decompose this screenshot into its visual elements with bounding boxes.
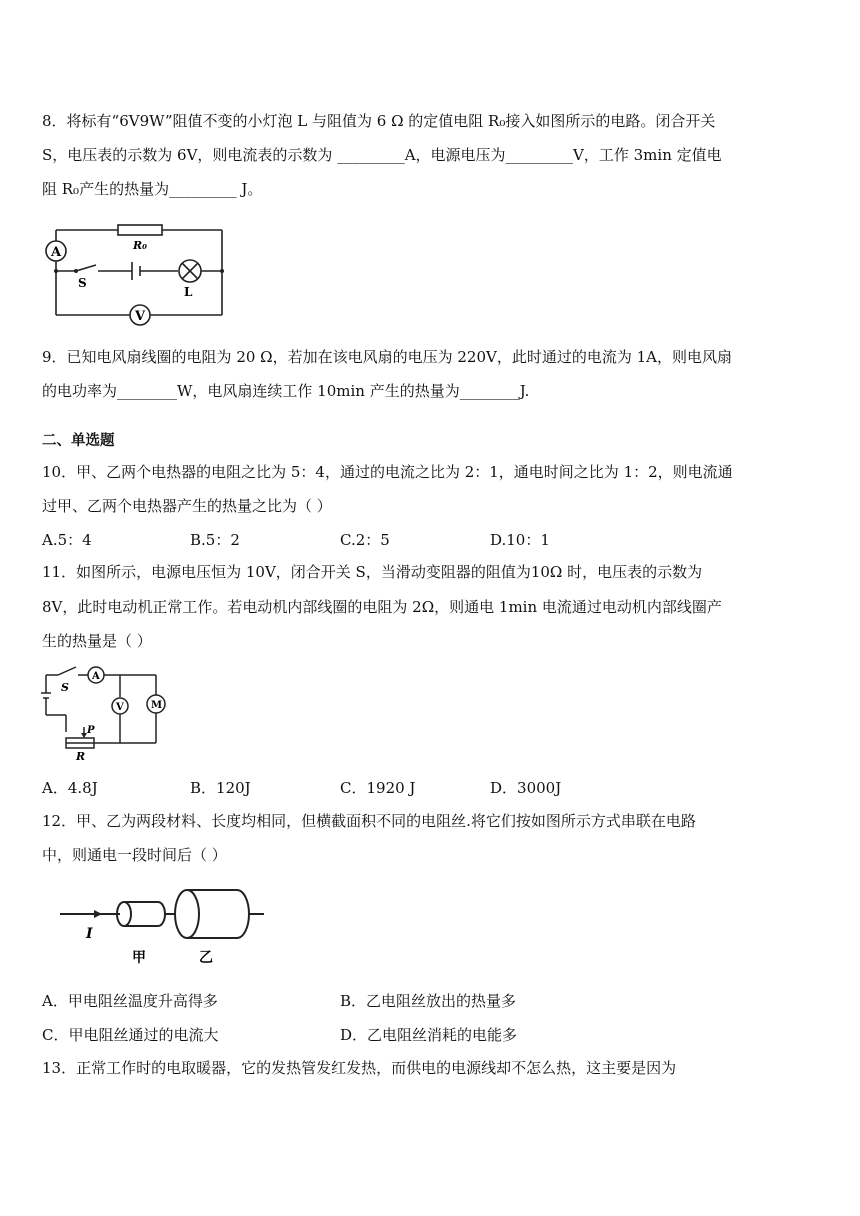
q12-option-d[interactable]: D．乙电阻丝消耗的电能多 xyxy=(340,1026,518,1044)
q8-circuit-diagram xyxy=(40,220,240,332)
q8-ammeter-label: A xyxy=(51,245,62,260)
q11-line2: 8V，此时电动机正常工作。若电动机内部线圈的电阻为 2Ω，则通电 1min 电流通过电动机内部线圈产 xyxy=(42,598,722,616)
q12-line2: 中，则通电一段时间后（ ） xyxy=(42,846,227,864)
q11-option-b[interactable]: B．120J xyxy=(190,779,251,797)
q8-line3: 阻 R₀产生的热量为_________ J。 xyxy=(42,180,263,198)
q8-voltmeter-label: V xyxy=(135,309,146,324)
q11-rheostat-label: R xyxy=(76,750,86,763)
q11-option-a[interactable]: A．4.8J xyxy=(42,779,98,797)
q11-voltmeter-label: V xyxy=(116,702,124,713)
q11-line1: 11．如图所示，电源电压恒为 10V，闭合开关 S，当滑动变阻器的阻值为10Ω 时，电压表的示数为 xyxy=(42,563,703,581)
q10-line2: 过甲、乙两个电热器产生的热量之比为（ ） xyxy=(42,497,332,515)
q12-wire-jia-label: 甲 xyxy=(132,950,146,966)
q11-switch-label: S xyxy=(61,681,69,694)
q12-option-c[interactable]: C．甲电阻丝通过的电流大 xyxy=(42,1026,219,1044)
section-title-single-choice: 二、单选题 xyxy=(42,433,115,449)
q11-option-d[interactable]: D．3000J xyxy=(490,779,562,797)
q11-line3: 生的热量是（ ） xyxy=(42,632,152,650)
q11-option-c[interactable]: C．1920 J xyxy=(340,779,416,797)
q12-option-b[interactable]: B．乙电阻丝放出的热量多 xyxy=(340,992,517,1010)
q13-line1: 13．正常工作时的电取暖器，它的发热管发红发热，而供电的电源线却不怎么热，这主要是因为 xyxy=(42,1059,677,1077)
q10-line1: 10．甲、乙两个电热器的电阻之比为 5：4，通过的电流之比为 2：1，通电时间之比为 1：2，则电流通 xyxy=(42,463,733,481)
q8-switch-label: S xyxy=(78,276,87,290)
q10-option-c[interactable]: C.2：5 xyxy=(340,531,390,549)
q11-motor-label: M xyxy=(151,700,163,711)
q11-circuit-diagram xyxy=(40,663,175,763)
q12-line1: 12．甲、乙为两段材料、长度均相同，但横截面积不同的电阻丝.将它们按如图所示方式串联在电路 xyxy=(42,812,696,830)
q8-resistor-label: R₀ xyxy=(133,239,147,252)
q11-slider-label: P xyxy=(87,725,95,736)
q12-option-a[interactable]: A．甲电阻丝温度升高得多 xyxy=(42,992,218,1010)
q8-line2: S，电压表的示数为 6V，则电流表的示数为 _________A，电源电压为_________V，工作 3min 定值电 xyxy=(42,146,722,164)
q10-option-b[interactable]: B.5：2 xyxy=(190,531,240,549)
q9-line1: 9．已知电风扇线圈的电阻为 20 Ω，若加在该电风扇的电压为 220V，此时通过的电流为 1A，则电风扇 xyxy=(42,348,732,366)
q8-line1: 8．将标有“6V9W”阻值不变的小灯泡 L 与阻值为 6 Ω 的定值电阻 R₀接入如图所示的电路。闭合开关 xyxy=(42,112,716,130)
q9-line2: 的电功率为________W，电风扇连续工作 10min 产生的热量为________J. xyxy=(42,382,530,400)
q8-lamp-label: L xyxy=(184,285,193,299)
q12-wire-yi-label: 乙 xyxy=(199,950,213,966)
q12-wire-diagram xyxy=(56,880,268,972)
q11-ammeter-label: A xyxy=(92,671,100,682)
q12-current-label: I xyxy=(86,926,93,942)
q10-option-d[interactable]: D.10：1 xyxy=(490,531,550,549)
q10-option-a[interactable]: A.5：4 xyxy=(42,531,92,549)
